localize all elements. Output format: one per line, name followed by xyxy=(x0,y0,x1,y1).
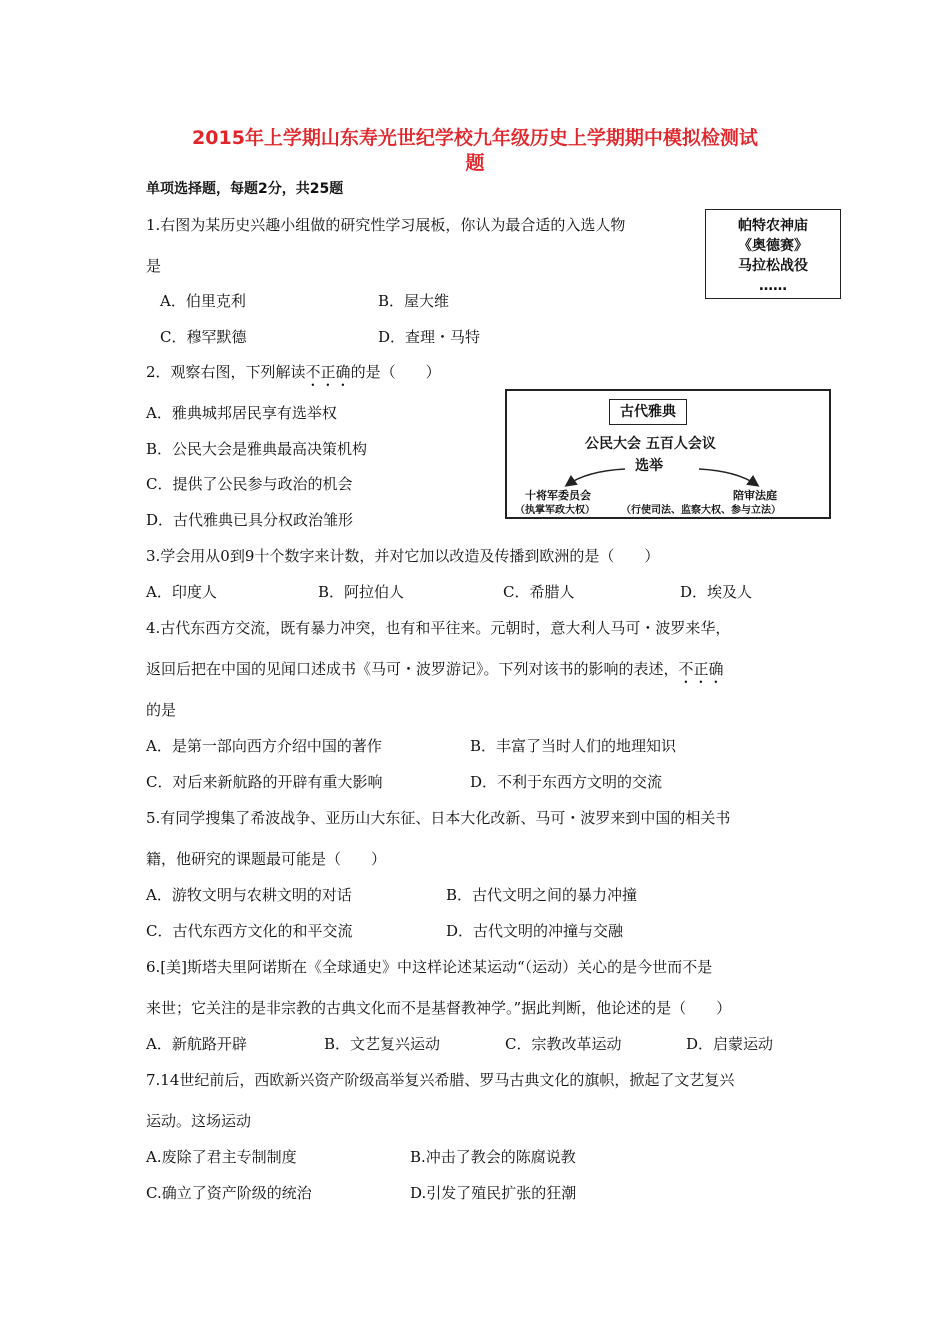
q1-option-a[interactable]: A．伯里克利 xyxy=(160,292,246,310)
q7-option-d[interactable]: D.引发了殖民扩张的狂潮 xyxy=(410,1184,577,1202)
question-4-text-end: 的是 xyxy=(146,701,177,719)
q5-option-b[interactable]: B．古代文明之间的暴力冲撞 xyxy=(446,886,638,904)
q2-emphasis: 不正确 xyxy=(305,363,351,381)
diagram-election: 选举 xyxy=(635,458,663,474)
q4-option-a[interactable]: A．是第一部向西方介绍中国的著作 xyxy=(146,737,382,755)
q4-prefix: 返回后把在中国的见闻口述成书《马可・波罗游记》。下列对该书的影响的表述， xyxy=(146,660,679,678)
question-1-text-cont: 是 xyxy=(146,257,162,275)
diagram-generals-sub: （执掌军政大权） xyxy=(515,505,595,516)
q7-option-c[interactable]: C.确立了资产阶级的统治 xyxy=(146,1184,312,1202)
q5-option-a[interactable]: A．游牧文明与农耕文明的对话 xyxy=(146,886,352,904)
arrow-left xyxy=(567,469,625,485)
question-7-text-cont: 运动。这场运动 xyxy=(146,1112,252,1130)
q4-option-c[interactable]: C．对后来新航路的开辟有重大影响 xyxy=(146,773,383,791)
q3-option-a[interactable]: A．印度人 xyxy=(146,583,217,601)
q2-option-d[interactable]: D．古代雅典已具分权政治雏形 xyxy=(146,511,354,529)
diagram-court: 陪审法庭 xyxy=(733,489,777,502)
diagram-assemblies: 公民大会 五百人会议 xyxy=(585,436,716,452)
q2-option-c[interactable]: C．提供了公民参与政治的机会 xyxy=(146,475,353,493)
q2-suffix: 的是（ ） xyxy=(350,363,441,381)
q7-option-a[interactable]: A.废除了君主专制制度 xyxy=(146,1148,297,1166)
q1-option-b[interactable]: B．屋大维 xyxy=(378,292,450,310)
q1-display-board xyxy=(705,209,841,299)
q7-option-b[interactable]: B.冲击了教会的陈腐说教 xyxy=(410,1148,576,1166)
q6-option-b[interactable]: B．文艺复兴运动 xyxy=(324,1035,441,1053)
board-item: …… xyxy=(759,278,787,294)
q4-emphasis: 不正确 xyxy=(678,660,724,678)
q6-option-a[interactable]: A．新航路开辟 xyxy=(146,1035,247,1053)
board-item: 帕特农神庙 xyxy=(738,218,808,234)
question-2-text xyxy=(146,361,441,390)
page-title-continued: 题 xyxy=(465,152,485,174)
page-title: 2015年上学期山东寿光世纪学校九年级历史上学期期中模拟检测试 xyxy=(192,127,758,149)
q2-option-b[interactable]: B．公民大会是雅典最高决策机构 xyxy=(146,440,368,458)
question-4-text-cont xyxy=(146,658,724,687)
athens-diagram xyxy=(505,389,831,519)
q5-option-c[interactable]: C．古代东西方文化的和平交流 xyxy=(146,922,353,940)
q4-option-d[interactable]: D．不利于东西方文明的交流 xyxy=(470,773,663,791)
q2-option-a[interactable]: A．雅典城邦居民享有选举权 xyxy=(146,404,337,422)
q4-option-b[interactable]: B．丰富了当时人们的地理知识 xyxy=(470,737,677,755)
question-6-text-cont: 来世；它关注的是非宗教的古典文化而不是基督教神学。”据此判断，他论述的是（ ） xyxy=(146,999,732,1017)
board-item: 马拉松战役 xyxy=(738,258,808,274)
q1-option-c[interactable]: C．穆罕默德 xyxy=(160,328,247,346)
question-4-text: 4.古代东西方交流，既有暴力冲突，也有和平往来。元朝时，意大利人马可・波罗来华， xyxy=(146,619,731,637)
question-6-text: 6.[美]斯塔夫里阿诺斯在《全球通史》中这样论述某运动“（运动）关心的是今世而不是 xyxy=(146,958,713,976)
diagram-generals: 十将军委员会 xyxy=(525,489,591,502)
q3-option-c[interactable]: C．希腊人 xyxy=(503,583,575,601)
question-3-text: 3.学会用从0到9十个数字来计数，并对它加以改造及传播到欧洲的是（ ） xyxy=(146,547,660,565)
q6-option-d[interactable]: D．启蒙运动 xyxy=(686,1035,774,1053)
diagram-title: 古代雅典 xyxy=(609,399,687,425)
q3-option-d[interactable]: D．埃及人 xyxy=(680,583,753,601)
question-5-text: 5.有同学搜集了希波战争、亚历山大东征、日本大化改新、马可・波罗来到中国的相关书 xyxy=(146,809,731,827)
q3-option-b[interactable]: B．阿拉伯人 xyxy=(318,583,405,601)
q1-option-d[interactable]: D．查理・马特 xyxy=(378,328,481,346)
section-heading: 单项选择题，每题2分，共25题 xyxy=(146,181,344,197)
board-item: 《奥德赛》 xyxy=(738,238,808,254)
arrow-right xyxy=(699,469,757,485)
question-7-text: 7.14世纪前后，西欧新兴资产阶级高举复兴希腊、罗马古典文化的旗帜，掀起了文艺复兴 xyxy=(146,1071,735,1089)
q2-prefix: 2．观察右图，下列解读 xyxy=(146,363,306,381)
q6-option-c[interactable]: C．宗教改革运动 xyxy=(505,1035,622,1053)
diagram-court-sub: （行使司法、监察大权、参与立法） xyxy=(621,505,781,516)
question-1-text: 1.右图为某历史兴趣小组做的研究性学习展板，你认为最合适的入选人物 xyxy=(146,216,626,234)
question-5-text-cont: 籍，他研究的课题最可能是（ ） xyxy=(146,850,387,868)
q5-option-d[interactable]: D．古代文明的冲撞与交融 xyxy=(446,922,624,940)
